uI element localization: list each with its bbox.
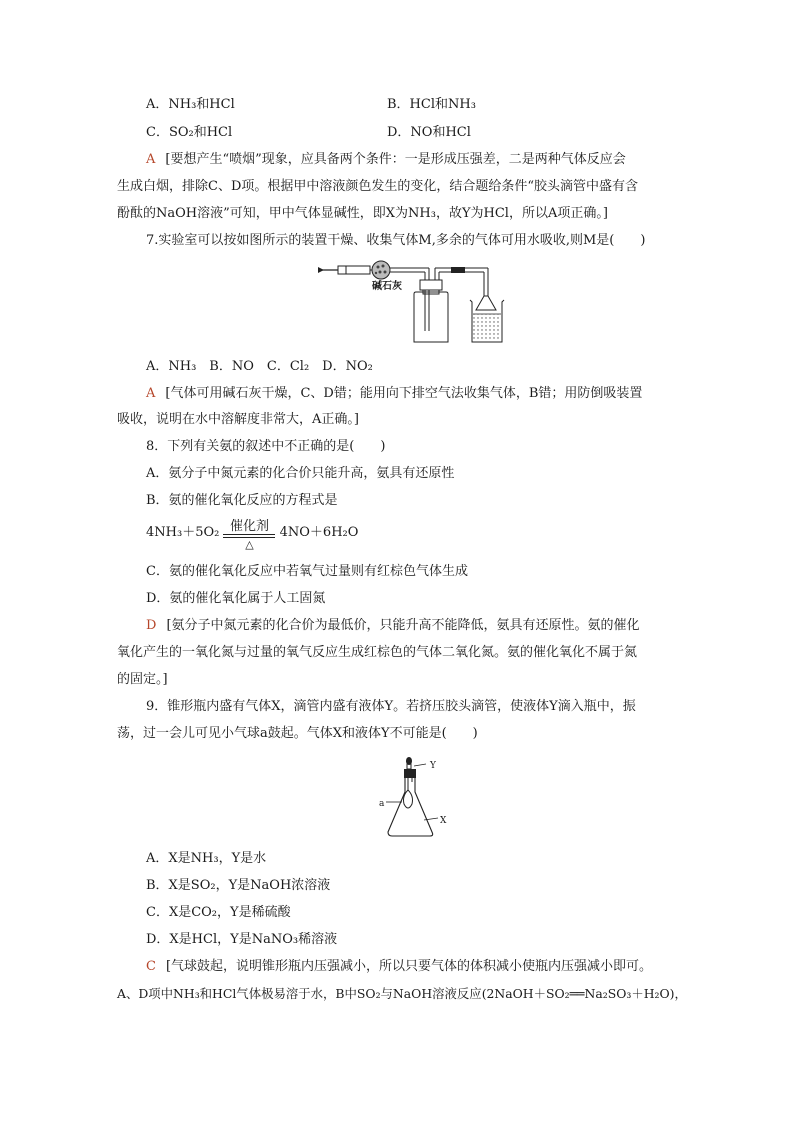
q7-answer-line2: 吸收，说明在水中溶解度非常大，A正确。] [117,412,359,427]
q6-answer-text1: [要想产生“喷烟”现象，应具备两个条件：一是形成压强差，二是两种气体反应会 [165,152,626,167]
q8-eq-catalyst: 催化剂 [229,519,269,534]
q9-answer-text1: [气球鼓起，说明锥形瓶内压强减小，所以只要气体的体积减小使瓶内压强减小即可。 [165,959,653,974]
q6-option-d: D．NO和HCl [387,125,471,140]
q8-answer-line2: 氧化产生的一氧化氮与过量的氧气反应生成红棕色的气体二氧化氮。氨的催化氧化不属于氮 [117,645,638,660]
q8-answer-letter: D [146,618,157,633]
q9-answer-line2: A、D项中NH₃和HCl气体极易溶于水，B中SO₂与NaOH溶液反应(2NaOH＋SO₂══Na₂SO₃＋H₂O)， [117,986,687,1001]
q9-option-b: B．X是SO₂，Y是NaOH浓溶液 [146,878,331,893]
q9-answer-line1 [146,958,652,976]
q7-options: A．NH₃ B．NO C．Cl₂ D．NO₂ [146,359,373,374]
q9-stem-line2: 荡，过一会儿可见小气球a鼓起。气体X和液体Y不可能是( ) [117,726,478,741]
q6-answer-line1 [146,151,626,169]
q8-option-c: C．氨的催化氧化反应中若氧气过量则有红棕色气体生成 [146,564,468,579]
q8-stem: 8．下列有关氨的叙述中不正确的是( ) [146,439,386,454]
q6-option-c: C．SO₂和HCl [146,125,233,140]
q9-fig-label-a: a [379,799,385,809]
q9-option-c: C．X是CO₂，Y是稀硫酸 [146,905,291,920]
q6-option-a: A．NH₃和HCl [146,97,235,112]
q6-answer-letter: A [146,152,156,167]
q8-answer-line1 [146,617,640,635]
q7-answer-text1: [气体可用碱石灰干燥，C、D错；能用向下排空气法收集气体，B错；用防倒吸装置 [165,386,643,401]
q8-eq-arrow [223,518,275,551]
q9-answer-letter: C [146,959,156,974]
q8-option-b: B．氨的催化氧化反应的方程式是 [146,493,338,508]
q7-answer-line1 [146,385,642,403]
q9-option-d: D．X是HCl，Y是NaNO₃稀溶液 [146,932,338,947]
q7-apparatus-figure [316,256,526,348]
q8-equation [146,518,358,552]
q9-fig-label-x: X [440,816,447,826]
q8-option-d: D．氨的催化氧化属于人工固氮 [146,591,326,606]
q9-stem-line1: 9．锥形瓶内盛有气体X，滴管内盛有液体Y。若挤压胶头滴管，使液体Y滴入瓶中，振 [146,699,636,714]
q8-eq-condition: △ [245,538,254,551]
q7-figure-label: 碱石灰 [372,281,402,292]
q6-option-b: B．HCl和NH₃ [387,97,476,112]
q8-answer-line3: 的固定。] [117,672,168,687]
q7-stem: 7.实验室可以按如图所示的装置干燥、收集气体M,多余的气体可用水吸收,则M是( ) [146,233,646,248]
q8-answer-text1: [氨分子中氮元素的化合价为最低价，只能升高不能降低，氨具有还原性。氨的催化 [166,618,640,633]
q9-fig-label-y: Y [430,761,436,771]
q7-answer-letter: A [146,386,156,401]
q6-answer-line3: 酚酞的NaOH溶液”可知，甲中气体显碱性，即X为NH₃，故Y为HCl，所以A项正确。] [117,206,608,221]
q8-option-a: A．氨分子中氮元素的化合价只能升高，氨具有还原性 [146,466,455,481]
q9-option-a: A．X是NH₃，Y是水 [146,851,267,866]
q8-eq-left: 4NH₃＋5O₂ [146,525,220,540]
q6-answer-line2: 生成白烟，排除C、D项。根据甲中溶液颜色发生的变化，结合题给条件“胶头滴管中盛有含 [117,179,639,194]
q8-eq-right: 4NO＋6H₂O [279,525,359,540]
